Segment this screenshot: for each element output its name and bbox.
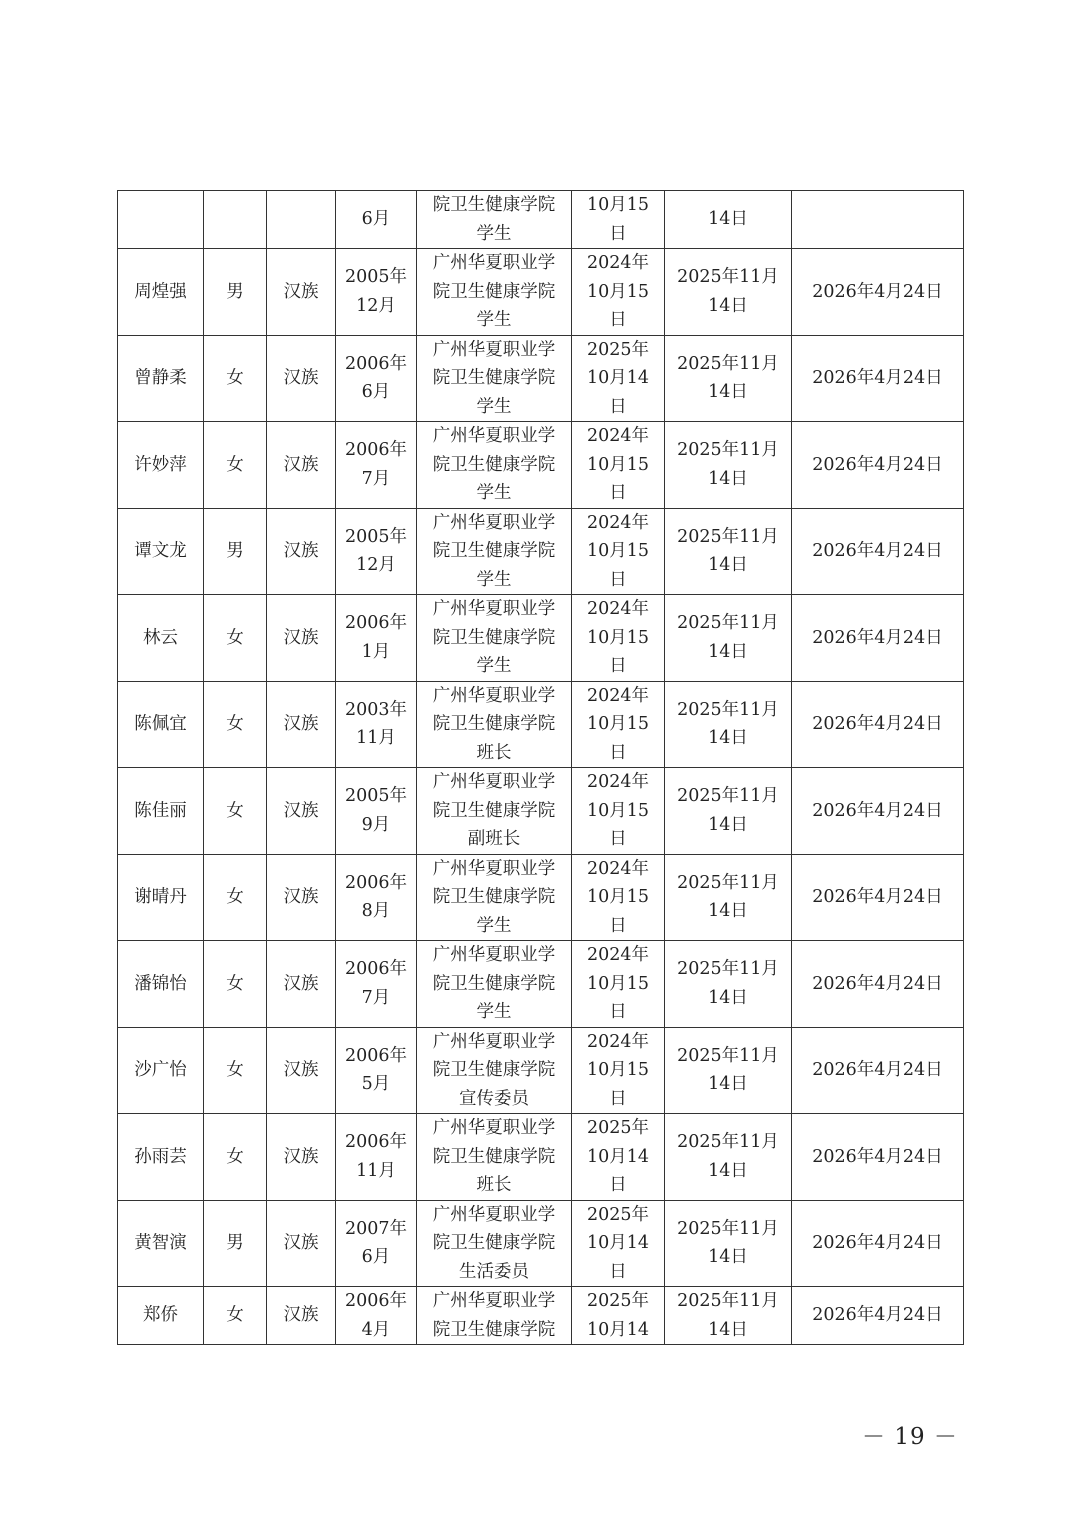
start-date-cell-line: 日	[609, 1002, 627, 1022]
start-date-cell-line: 2024年	[586, 1031, 650, 1052]
end-date-cell	[665, 335, 792, 422]
gender-cell: 女	[204, 1287, 267, 1345]
birth-date-cell-line: 2005年	[344, 267, 408, 288]
birth-date-cell	[336, 941, 417, 1028]
gender-cell: 女	[204, 768, 267, 855]
birth-date-cell-line: 6月	[361, 1247, 391, 1268]
unit-title-cell-line: 院卫生健康学院	[432, 627, 556, 648]
start-date-cell-line: 2024年	[586, 512, 650, 533]
name-cell: 周煌强	[118, 249, 204, 336]
start-date-cell-line: 10月15	[586, 195, 650, 215]
ethnicity-cell: 汉族	[267, 1287, 336, 1345]
gender-cell: 女	[204, 854, 267, 941]
unit-title-cell-line: 宣传委员	[459, 1088, 529, 1109]
unit-title-cell-line: 广州华夏职业学	[432, 1204, 556, 1225]
table-body	[118, 191, 964, 1345]
gender-cell: 女	[204, 422, 267, 509]
start-date-cell-line: 日	[609, 742, 627, 763]
end-date-cell-line: 14日	[708, 1319, 748, 1340]
name-cell: 谭文龙	[118, 508, 204, 595]
birth-date-cell-line: 2006年	[344, 440, 408, 461]
end-date-cell-line: 2025年11月	[677, 872, 779, 893]
unit-title-cell-line: 学生	[476, 1002, 512, 1022]
birth-date-cell-line: 2006年	[344, 872, 408, 893]
unit-title-cell-line: 学生	[476, 915, 512, 936]
gender-cell: 女	[204, 681, 267, 768]
start-date-cell-line: 日	[609, 223, 627, 244]
birth-date-cell	[336, 508, 417, 595]
start-date-cell-line: 日	[609, 915, 627, 936]
unit-title-cell	[417, 1200, 572, 1287]
start-date-cell-line: 日	[609, 1175, 627, 1195]
unit-title-cell-line: 学生	[476, 483, 512, 503]
name-cell: 沙广怡	[118, 1027, 204, 1114]
name-cell: 潘锦怡	[118, 941, 204, 1028]
unit-title-cell	[417, 1027, 572, 1114]
birth-date-cell-line: 7月	[361, 468, 391, 489]
renew-date-cell: 2026年4月24日	[792, 1287, 964, 1345]
unit-title-cell-line: 广州华夏职业学	[432, 512, 556, 533]
unit-title-cell	[417, 681, 572, 768]
unit-title-cell	[417, 508, 572, 595]
unit-title-cell-line: 广州华夏职业学	[432, 599, 556, 619]
birth-date-cell-line: 2003年	[344, 699, 408, 720]
renew-date-cell: 2026年4月24日	[792, 854, 964, 941]
start-date-cell-line: 10月14	[586, 1233, 650, 1253]
table-row	[118, 508, 964, 595]
renew-date-cell: 2026年4月24日	[792, 1027, 964, 1114]
name-cell: 林云	[118, 595, 204, 682]
end-date-cell-line: 2025年11月	[677, 1291, 779, 1311]
unit-title-cell	[417, 1287, 572, 1345]
end-date-cell-line: 14日	[708, 728, 748, 749]
end-date-cell-line: 14日	[708, 468, 748, 489]
start-date-cell-line: 2024年	[586, 858, 650, 879]
start-date-cell-line: 2024年	[586, 426, 650, 446]
start-date-cell-line: 日	[609, 483, 627, 503]
table-row	[118, 335, 964, 422]
start-date-cell-line: 10月15	[586, 1060, 650, 1080]
renew-date-cell: 2026年4月24日	[792, 941, 964, 1028]
name-cell: 陈佩宜	[118, 681, 204, 768]
unit-title-cell	[417, 1114, 572, 1201]
table-row	[118, 1114, 964, 1201]
start-date-cell-line: 日	[609, 310, 627, 330]
start-date-cell	[572, 768, 665, 855]
unit-title-cell-line: 院卫生健康学院	[432, 1146, 556, 1167]
unit-title-cell-line: 院卫生健康学院	[432, 368, 556, 388]
unit-title-cell-line: 广州华夏职业学	[432, 426, 556, 446]
unit-title-cell-line: 院卫生健康学院	[432, 800, 556, 821]
ethnicity-cell: 汉族	[267, 1027, 336, 1114]
unit-title-cell-line: 班长	[476, 742, 512, 763]
gender-cell: 男	[204, 508, 267, 595]
start-date-cell-line: 2025年	[586, 1204, 650, 1225]
table-row	[118, 941, 964, 1028]
start-date-cell-line: 10月15	[586, 454, 650, 475]
table-row	[118, 422, 964, 509]
birth-date-cell-line: 9月	[361, 814, 391, 835]
birth-date-cell-line: 6月	[361, 209, 391, 230]
table-row	[118, 681, 964, 768]
birth-date-cell-line: 2005年	[344, 526, 408, 547]
birth-date-cell-line: 8月	[361, 901, 391, 922]
table-row	[118, 595, 964, 682]
renew-date-cell: 2026年4月24日	[792, 1114, 964, 1201]
end-date-cell	[665, 1114, 792, 1201]
birth-date-cell	[336, 595, 417, 682]
start-date-cell-line: 10月14	[586, 368, 650, 388]
start-date-cell-line: 10月15	[586, 800, 650, 821]
start-date-cell-line: 10月14	[586, 1146, 650, 1167]
unit-title-cell	[417, 191, 572, 249]
end-date-cell-line: 2025年11月	[677, 613, 779, 634]
end-date-cell-line: 2025年11月	[677, 526, 779, 547]
unit-title-cell	[417, 768, 572, 855]
unit-title-cell-line: 学生	[476, 310, 512, 330]
gender-cell: 女	[204, 1114, 267, 1201]
name-cell: 许妙萍	[118, 422, 204, 509]
start-date-cell	[572, 191, 665, 249]
start-date-cell-line: 2024年	[586, 772, 650, 792]
start-date-cell	[572, 249, 665, 336]
table-row	[118, 249, 964, 336]
start-date-cell-line: 日	[609, 1088, 627, 1109]
start-date-cell	[572, 335, 665, 422]
unit-title-cell-line: 广州华夏职业学	[432, 1291, 556, 1311]
unit-title-cell-line: 学生	[476, 223, 512, 244]
end-date-cell-line: 14日	[708, 1074, 748, 1095]
end-date-cell-line: 2025年11月	[677, 1218, 779, 1239]
table-row	[118, 854, 964, 941]
birth-date-cell-line: 2006年	[344, 353, 408, 374]
end-date-cell	[665, 191, 792, 249]
birth-date-cell	[336, 854, 417, 941]
birth-date-cell	[336, 422, 417, 509]
unit-title-cell	[417, 249, 572, 336]
unit-title-cell-line: 院卫生健康学院	[432, 714, 556, 734]
ethnicity-cell: 汉族	[267, 335, 336, 422]
start-date-cell	[572, 941, 665, 1028]
start-date-cell	[572, 1114, 665, 1201]
unit-title-cell-line: 广州华夏职业学	[432, 945, 556, 965]
birth-date-cell	[336, 1027, 417, 1114]
renew-date-cell	[792, 191, 964, 249]
ethnicity-cell: 汉族	[267, 854, 336, 941]
end-date-cell	[665, 595, 792, 682]
name-cell: 郑侨	[118, 1287, 204, 1345]
end-date-cell	[665, 1200, 792, 1287]
birth-date-cell-line: 2006年	[344, 1132, 408, 1153]
gender-cell: 女	[204, 595, 267, 682]
renew-date-cell: 2026年4月24日	[792, 681, 964, 768]
unit-title-cell-line: 院卫生健康学院	[432, 1060, 556, 1080]
end-date-cell-line: 2025年11月	[677, 786, 779, 807]
birth-date-cell-line: 2006年	[344, 613, 408, 634]
birth-date-cell-line: 11月	[356, 1160, 396, 1181]
renew-date-cell: 2026年4月24日	[792, 595, 964, 682]
renew-date-cell: 2026年4月24日	[792, 508, 964, 595]
end-date-cell-line: 14日	[708, 209, 748, 230]
ethnicity-cell: 汉族	[267, 681, 336, 768]
end-date-cell-line: 14日	[708, 555, 748, 576]
start-date-cell-line: 10月15	[586, 281, 650, 302]
unit-title-cell-line: 班长	[476, 1175, 512, 1195]
unit-title-cell-line: 广州华夏职业学	[432, 1031, 556, 1052]
start-date-cell-line: 2024年	[586, 253, 650, 273]
birth-date-cell-line: 2006年	[344, 1291, 408, 1311]
ethnicity-cell: 汉族	[267, 941, 336, 1028]
birth-date-cell	[336, 1114, 417, 1201]
start-date-cell-line: 10月14	[586, 1319, 650, 1340]
start-date-cell-line: 日	[609, 1261, 627, 1282]
table-row	[118, 1200, 964, 1287]
unit-title-cell-line: 广州华夏职业学	[432, 1118, 556, 1138]
birth-date-cell-line: 11月	[356, 728, 396, 749]
end-date-cell-line: 14日	[708, 1160, 748, 1181]
start-date-cell-line: 10月15	[586, 541, 650, 561]
end-date-cell	[665, 854, 792, 941]
end-date-cell-line: 14日	[708, 1247, 748, 1268]
unit-title-cell-line: 院卫生健康学院	[432, 1319, 556, 1340]
unit-title-cell-line: 广州华夏职业学	[432, 685, 556, 706]
start-date-cell-line: 2025年	[586, 339, 650, 360]
birth-date-cell	[336, 191, 417, 249]
start-date-cell	[572, 1027, 665, 1114]
start-date-cell-line: 2025年	[586, 1118, 650, 1138]
name-cell: 曾静柔	[118, 335, 204, 422]
table-row	[118, 1287, 964, 1345]
gender-cell: 男	[204, 249, 267, 336]
start-date-cell-line: 10月15	[586, 973, 650, 994]
end-date-cell	[665, 941, 792, 1028]
renew-date-cell: 2026年4月24日	[792, 1200, 964, 1287]
end-date-cell-line: 2025年11月	[677, 353, 779, 374]
unit-title-cell-line: 广州华夏职业学	[432, 772, 556, 792]
ethnicity-cell	[267, 191, 336, 249]
unit-title-cell-line: 院卫生健康学院	[432, 281, 556, 302]
name-cell: 谢晴丹	[118, 854, 204, 941]
end-date-cell-line: 14日	[708, 901, 748, 922]
birth-date-cell-line: 12月	[356, 295, 396, 316]
name-cell: 黄智演	[118, 1200, 204, 1287]
start-date-cell	[572, 1287, 665, 1345]
start-date-cell-line: 日	[609, 569, 627, 590]
start-date-cell-line: 2024年	[586, 685, 650, 706]
end-date-cell-line: 2025年11月	[677, 1045, 779, 1066]
end-date-cell	[665, 249, 792, 336]
end-date-cell-line: 14日	[708, 382, 748, 403]
ethnicity-cell: 汉族	[267, 249, 336, 336]
birth-date-cell-line: 4月	[361, 1319, 391, 1340]
ethnicity-cell: 汉族	[267, 1114, 336, 1201]
start-date-cell-line: 日	[609, 829, 627, 849]
name-cell	[118, 191, 204, 249]
birth-date-cell	[336, 768, 417, 855]
start-date-cell-line: 2024年	[586, 945, 650, 965]
end-date-cell	[665, 422, 792, 509]
birth-date-cell-line: 2005年	[344, 786, 408, 807]
start-date-cell-line: 10月15	[586, 887, 650, 907]
renew-date-cell: 2026年4月24日	[792, 422, 964, 509]
unit-title-cell-line: 学生	[476, 396, 512, 417]
birth-date-cell	[336, 1200, 417, 1287]
renew-date-cell: 2026年4月24日	[792, 335, 964, 422]
start-date-cell	[572, 681, 665, 768]
birth-date-cell-line: 2006年	[344, 959, 408, 980]
unit-title-cell-line: 院卫生健康学院	[432, 887, 556, 907]
birth-date-cell	[336, 681, 417, 768]
unit-title-cell	[417, 595, 572, 682]
end-date-cell-line: 2025年11月	[677, 959, 779, 980]
start-date-cell	[572, 422, 665, 509]
ethnicity-cell: 汉族	[267, 768, 336, 855]
end-date-cell	[665, 1287, 792, 1345]
gender-cell: 女	[204, 335, 267, 422]
end-date-cell-line: 2025年11月	[677, 267, 779, 288]
unit-title-cell	[417, 854, 572, 941]
renew-date-cell: 2026年4月24日	[792, 768, 964, 855]
start-date-cell	[572, 508, 665, 595]
birth-date-cell-line: 6月	[361, 382, 391, 403]
end-date-cell-line: 2025年11月	[677, 699, 779, 720]
name-cell: 孙雨芸	[118, 1114, 204, 1201]
ethnicity-cell: 汉族	[267, 1200, 336, 1287]
birth-date-cell-line: 5月	[361, 1074, 391, 1095]
ethnicity-cell: 汉族	[267, 508, 336, 595]
unit-title-cell-line: 学生	[476, 656, 512, 676]
unit-title-cell-line: 院卫生健康学院	[432, 454, 556, 475]
table-row	[118, 768, 964, 855]
unit-title-cell	[417, 422, 572, 509]
birth-date-cell-line: 2007年	[344, 1218, 408, 1239]
member-table	[117, 190, 964, 1345]
end-date-cell	[665, 1027, 792, 1114]
unit-title-cell-line: 副班长	[467, 829, 521, 849]
end-date-cell-line: 2025年11月	[677, 440, 779, 461]
end-date-cell-line: 14日	[708, 641, 748, 662]
unit-title-cell	[417, 941, 572, 1028]
start-date-cell-line: 10月15	[586, 714, 650, 734]
end-date-cell	[665, 681, 792, 768]
start-date-cell-line: 日	[609, 396, 627, 417]
birth-date-cell-line: 2006年	[344, 1045, 408, 1066]
birth-date-cell	[336, 1287, 417, 1345]
unit-title-cell-line: 院卫生健康学院	[432, 1233, 556, 1253]
end-date-cell-line: 14日	[708, 814, 748, 835]
start-date-cell-line: 10月15	[586, 627, 650, 648]
start-date-cell-line: 日	[609, 656, 627, 676]
unit-title-cell-line: 学生	[476, 569, 512, 590]
end-date-cell	[665, 508, 792, 595]
birth-date-cell	[336, 249, 417, 336]
page-number: － 19 －	[862, 1424, 958, 1450]
start-date-cell-line: 2024年	[586, 599, 650, 619]
end-date-cell-line: 14日	[708, 987, 748, 1008]
unit-title-cell-line: 院卫生健康学院	[432, 541, 556, 561]
birth-date-cell	[336, 335, 417, 422]
start-date-cell	[572, 1200, 665, 1287]
ethnicity-cell: 汉族	[267, 422, 336, 509]
gender-cell	[204, 191, 267, 249]
table-row	[118, 1027, 964, 1114]
unit-title-cell-line: 院卫生健康学院	[432, 973, 556, 994]
birth-date-cell-line: 12月	[356, 555, 396, 576]
start-date-cell	[572, 595, 665, 682]
name-cell: 陈佳丽	[118, 768, 204, 855]
gender-cell: 女	[204, 941, 267, 1028]
gender-cell: 男	[204, 1200, 267, 1287]
start-date-cell	[572, 854, 665, 941]
unit-title-cell-line: 广州华夏职业学	[432, 339, 556, 360]
gender-cell: 女	[204, 1027, 267, 1114]
birth-date-cell-line: 7月	[361, 987, 391, 1008]
start-date-cell-line: 2025年	[586, 1291, 650, 1311]
renew-date-cell: 2026年4月24日	[792, 249, 964, 336]
table-row	[118, 191, 964, 249]
end-date-cell	[665, 768, 792, 855]
unit-title-cell-line: 生活委员	[459, 1261, 529, 1282]
unit-title-cell-line: 院卫生健康学院	[432, 195, 556, 215]
birth-date-cell-line: 1月	[361, 641, 391, 662]
unit-title-cell	[417, 335, 572, 422]
end-date-cell-line: 14日	[708, 295, 748, 316]
ethnicity-cell: 汉族	[267, 595, 336, 682]
unit-title-cell-line: 广州华夏职业学	[432, 253, 556, 273]
unit-title-cell-line: 广州华夏职业学	[432, 858, 556, 879]
end-date-cell-line: 2025年11月	[677, 1132, 779, 1153]
